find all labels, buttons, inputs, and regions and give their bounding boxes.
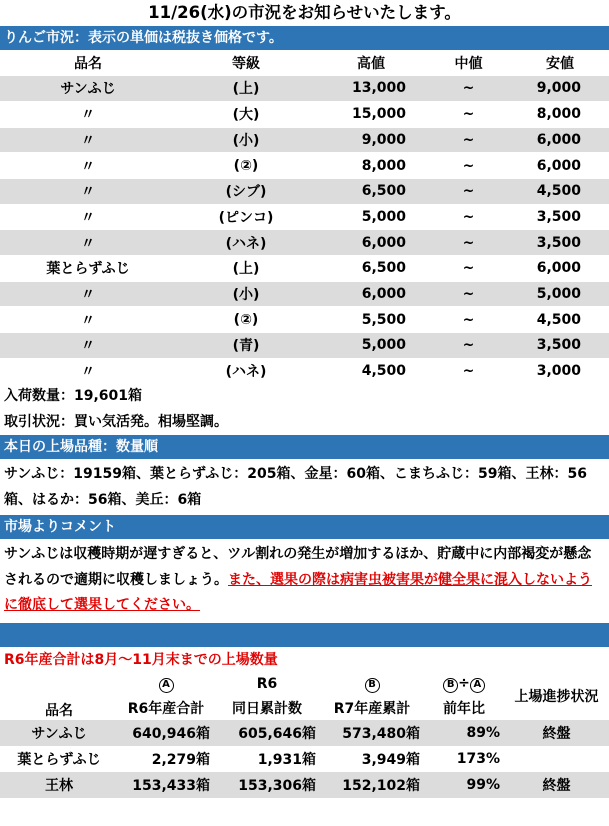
row-high: 9,000 (361, 131, 406, 148)
row-high: 8,000 (361, 157, 406, 174)
row-low: 3,000 (536, 363, 581, 380)
row-mid: ~ (426, 101, 511, 127)
totals-row-progress: 終盤 (504, 772, 609, 798)
totals-row-ratio: 99% (424, 772, 504, 798)
table-row (0, 178, 609, 204)
row-low: 4,500 (536, 183, 581, 200)
totals-row-name: サンふじ (0, 720, 118, 746)
mark-a-icon: A (470, 678, 485, 693)
arrivals-text: 入荷数量：19,601箱 (4, 388, 143, 405)
mark-b-icon: B (365, 678, 380, 693)
row-grade: (ハネ) (176, 230, 316, 256)
totals-row-ratio: 89% (424, 720, 504, 746)
table-row (0, 153, 609, 179)
row-grade: (ハネ) (176, 358, 316, 384)
header-low: 安値 (546, 55, 574, 72)
totals-header-a: R6年産合計 (127, 701, 205, 718)
row-name: 〃 (0, 101, 176, 127)
row-mid: ~ (426, 358, 511, 384)
row-grade: (②) (176, 307, 316, 333)
row-grade: (大) (176, 101, 316, 127)
row-mid: ~ (426, 281, 511, 307)
row-name: 〃 (0, 127, 176, 153)
row-high: 5,500 (361, 311, 406, 328)
totals-row-name: 葉とらずふじ (17, 752, 101, 769)
trading-text: 取引状況：買い気活発。相場堅調。 (4, 413, 228, 430)
row-grade: (②) (176, 153, 316, 179)
varieties-text: サンふじ：19159箱、葉とらずふじ：205箱、金星：60箱、こまちふじ：59箱、王林：56箱、はるか：56箱、美丘：6箱 (4, 466, 587, 508)
header-name: 品名 (74, 55, 102, 72)
totals-row-r6: 605,646箱 (214, 720, 320, 746)
mark-b-icon: B (443, 678, 458, 693)
row-grade: (小) (176, 281, 316, 307)
totals-header-progress: 上場進捗状況 (514, 689, 599, 706)
totals-header-ratio: 前年比 (443, 701, 485, 718)
row-name: 〃 (0, 358, 176, 384)
row-high: 13,000 (351, 80, 406, 97)
row-mid: ~ (426, 76, 511, 102)
totals-row-b: 573,480箱 (320, 720, 424, 746)
comment-bar: 市場よりコメント (0, 515, 609, 539)
table-row (0, 101, 609, 127)
table-row (0, 256, 609, 282)
totals-row-r6: 153,306箱 (214, 772, 320, 798)
row-name: 葉とらずふじ (0, 256, 176, 282)
row-high: 5,000 (361, 337, 406, 354)
row-mid: ~ (426, 178, 511, 204)
totals-header-b: R7年産累計 (333, 701, 411, 718)
totals-row-a: 640,946箱 (118, 720, 214, 746)
row-mid: ~ (426, 204, 511, 230)
row-mid: ~ (426, 153, 511, 179)
row-high: 6,000 (361, 234, 406, 251)
price-table-header (0, 50, 609, 76)
row-high: 6,000 (361, 286, 406, 303)
row-name: 〃 (0, 153, 176, 179)
row-grade: (青) (176, 333, 316, 359)
totals-header-name: 品名 (45, 703, 73, 720)
row-high: 5,000 (361, 208, 406, 225)
table-row (0, 333, 609, 359)
row-high: 6,500 (361, 260, 406, 277)
header-high: 高値 (357, 55, 385, 72)
row-low: 5,000 (536, 286, 581, 303)
row-grade: (上) (176, 256, 316, 282)
table-row (0, 307, 609, 333)
totals-row (0, 746, 609, 772)
totals-row (0, 772, 609, 798)
totals-table (0, 672, 609, 798)
season-note: R6年産合計は8月～11月末までの上場数量 (4, 652, 278, 669)
totals-row-name: 王林 (0, 772, 118, 798)
table-row (0, 358, 609, 384)
row-name: 〃 (0, 178, 176, 204)
table-row (0, 281, 609, 307)
row-low: 6,000 (536, 157, 581, 174)
totals-header-top (0, 672, 609, 696)
row-low: 6,000 (536, 131, 581, 148)
row-high: 4,500 (361, 363, 406, 380)
totals-row (0, 720, 609, 746)
row-name: 〃 (0, 333, 176, 359)
totals-row-b: 152,102箱 (320, 772, 424, 798)
row-high: 6,500 (361, 183, 406, 200)
row-name: サンふじ (0, 76, 176, 102)
row-name: 〃 (0, 230, 176, 256)
row-low: 3,500 (536, 208, 581, 225)
row-name: 〃 (0, 204, 176, 230)
table-row (0, 230, 609, 256)
row-low: 4,500 (536, 311, 581, 328)
comment-body (0, 539, 609, 619)
table-row (0, 204, 609, 230)
row-grade: (上) (176, 76, 316, 102)
totals-row-ratio: 173% (456, 751, 500, 768)
row-low: 3,500 (536, 337, 581, 354)
row-grade: (小) (176, 127, 316, 153)
table-row (0, 76, 609, 102)
divide-sign: ÷ (458, 675, 470, 692)
row-mid: ~ (426, 256, 511, 282)
totals-row-r6: 1,931箱 (257, 752, 316, 769)
row-low: 8,000 (536, 106, 581, 123)
totals-row-progress: 終盤 (504, 720, 609, 746)
row-name: 〃 (0, 307, 176, 333)
totals-row-progress (504, 746, 609, 772)
comment-text: サンふじは収穫時期が遅すぎると、ツル割れの発生が増加するほか、貯蔵中に内部褐変が懸念されるので適期に収穫しましょう。 (4, 546, 592, 588)
row-low: 6,000 (536, 260, 581, 277)
row-high: 15,000 (351, 106, 406, 123)
totals-row-b: 3,949箱 (361, 752, 420, 769)
page-title: 11/26(水)の市況をお知らせいたします。 (148, 3, 461, 22)
row-low: 9,000 (536, 80, 581, 97)
row-grade: (シブ) (176, 178, 316, 204)
totals-header-r6: R6 (256, 676, 278, 693)
varieties-bar: 本日の上場品種：数量順 (0, 435, 609, 459)
header-grade: 等級 (232, 55, 260, 72)
row-name: 〃 (0, 281, 176, 307)
apple-market-bar: りんご市況：表示の単価は税抜き価格です。 (0, 26, 609, 50)
row-low: 3,500 (536, 234, 581, 251)
row-mid: ~ (426, 230, 511, 256)
row-mid: ~ (426, 333, 511, 359)
table-row (0, 127, 609, 153)
totals-header-r6-label: 同日累計数 (232, 701, 302, 718)
row-mid: ~ (426, 307, 511, 333)
row-grade: (ピンコ) (176, 204, 316, 230)
blank-bar (0, 623, 609, 647)
mark-a-icon: A (159, 678, 174, 693)
header-mid: 中値 (454, 55, 483, 72)
comment-warning: また、選果の際は病害虫被害果が健全果に混入しないように徹底して選果してください。 (4, 571, 592, 614)
row-mid: ~ (426, 127, 511, 153)
totals-row-a: 2,279箱 (151, 752, 210, 769)
totals-row-a: 153,433箱 (118, 772, 214, 798)
price-table (0, 50, 609, 384)
